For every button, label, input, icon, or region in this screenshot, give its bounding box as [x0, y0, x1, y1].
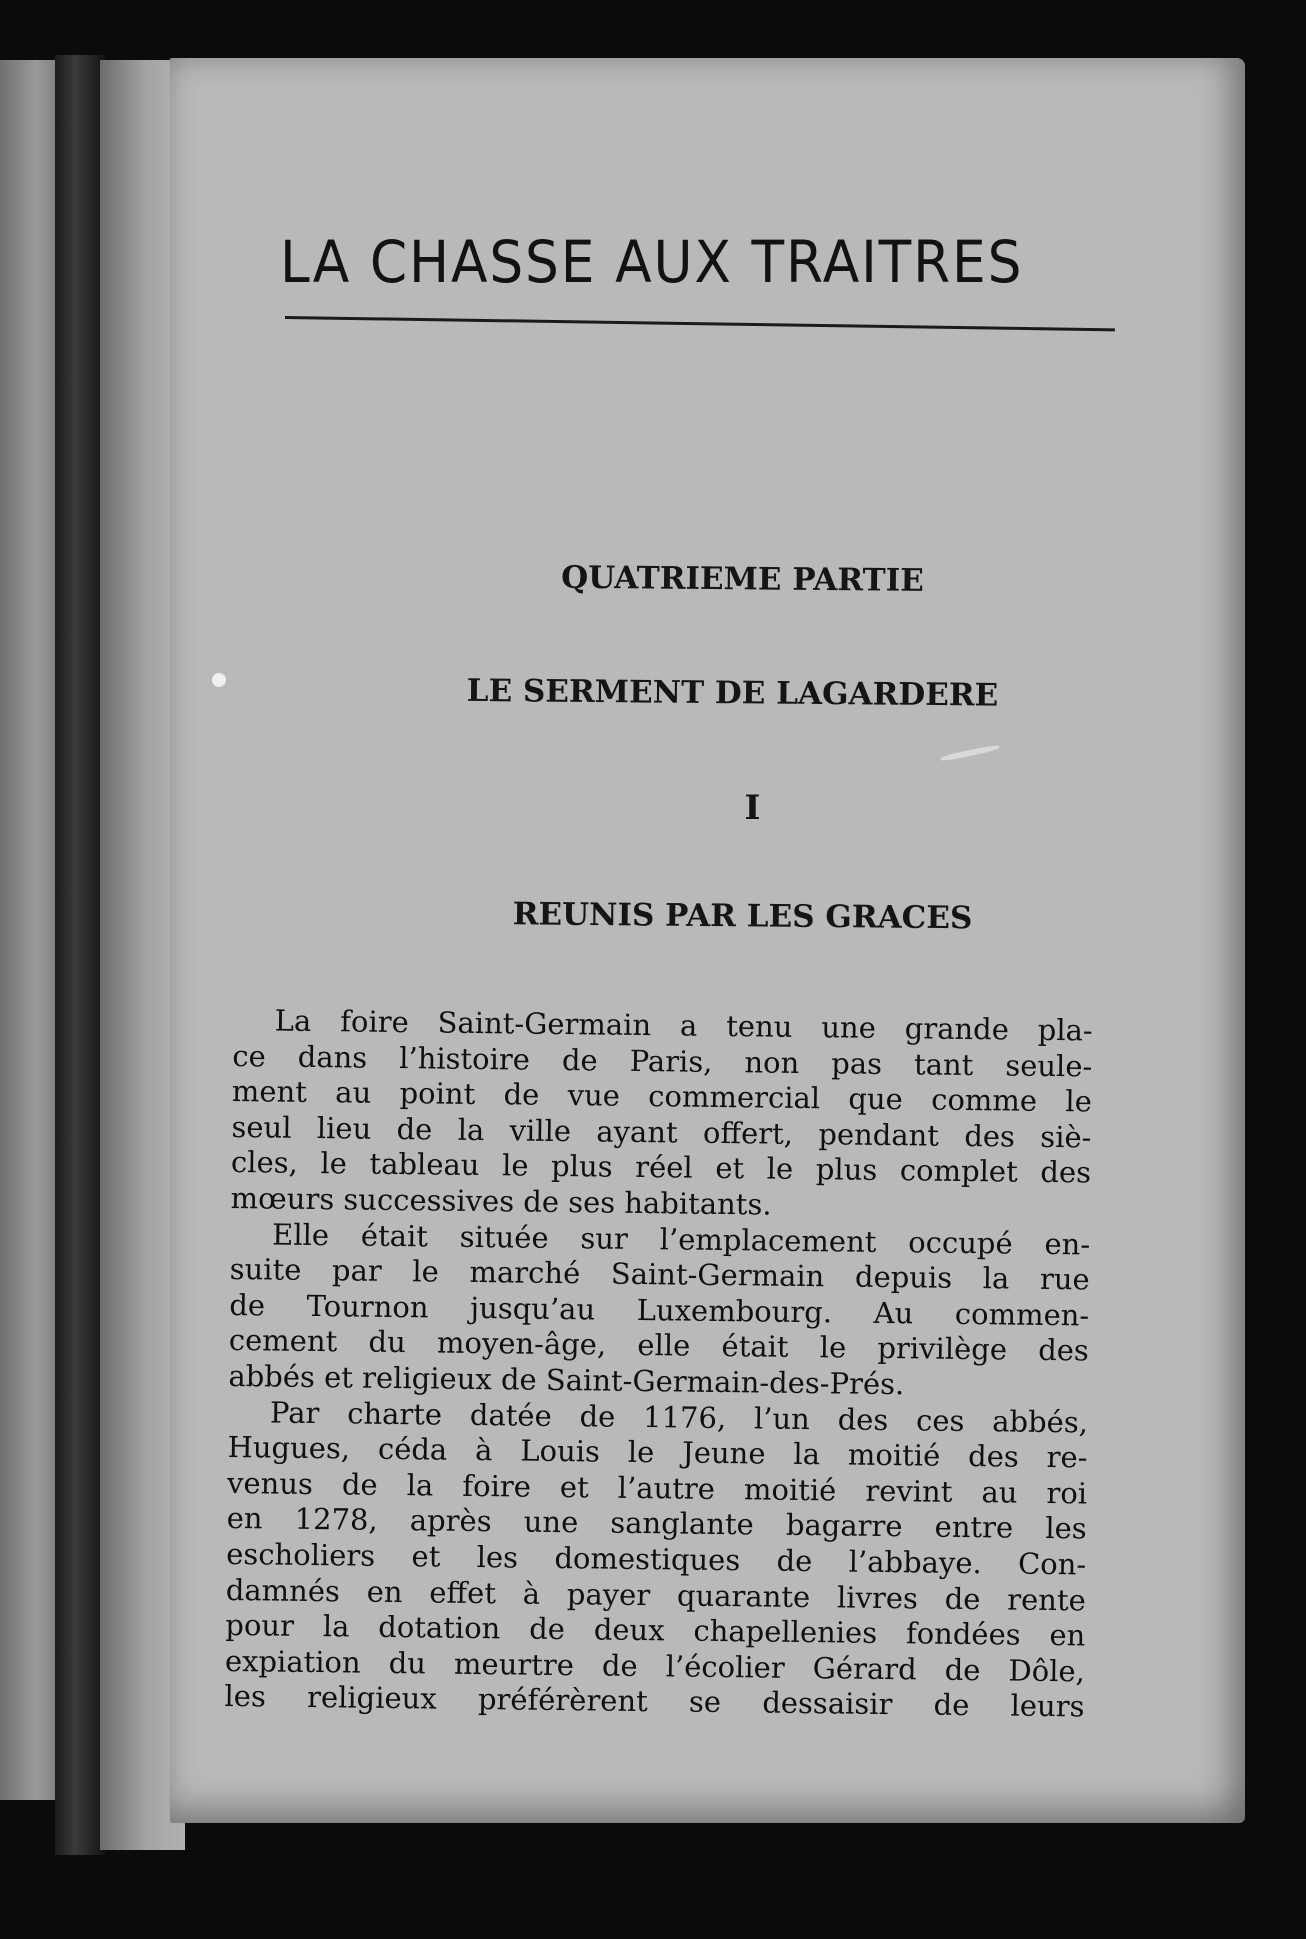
- text-line: Hugues, céda à Louis le Jeune la moitié des re-: [227, 1430, 1088, 1475]
- text-line: abbés et religieux de Saint-Germain-des-Prés.: [228, 1358, 905, 1402]
- chapter-number: I: [744, 788, 761, 828]
- text-line: de Tournon jusqu’au Luxembourg. Au commen-: [229, 1287, 1090, 1333]
- text-line: escholiers et les domestiques de l’abbaye. Con-: [226, 1536, 1087, 1582]
- running-title: LA CHASSE AUX TRAITRES: [280, 228, 1024, 296]
- text-line: expiation du meurtre de l’écolier Gérard de Dôle,: [224, 1643, 1086, 1689]
- part-title: QUATRIEME PARTIE: [561, 559, 924, 599]
- text-line: La foire Saint-Germain a tenu une grande pla-: [274, 1003, 1093, 1048]
- text-line: mœurs successives de ses habitants.: [230, 1180, 772, 1222]
- title-rule: [285, 316, 1115, 331]
- text-line: damnés en effet à payer quarante livres de rente: [225, 1572, 1086, 1617]
- text-line: cles, le tableau le plus réel et le plus complet des: [230, 1145, 1092, 1190]
- body-text: [224, 1003, 1093, 1725]
- text-line: ment au point de vue commercial que comme le: [231, 1074, 1093, 1119]
- text-line: les religieux préférèrent se dessaisir de leurs: [224, 1679, 1085, 1724]
- section-title: LE SERMENT DE LAGARDERE: [466, 672, 999, 714]
- text-line: seul lieu de la ville ayant offert, pendant des siè-: [231, 1109, 1092, 1155]
- text-line: suite par le marché Saint-Germain depuis la rue: [229, 1252, 1090, 1297]
- text-line: en 1278, après une sanglante bagarre entre les: [226, 1501, 1087, 1546]
- chapter-title: REUNIS PAR LES GRACES: [512, 896, 973, 937]
- text-line: pour la dotation de deux chapellenies fondées en: [225, 1608, 1086, 1653]
- text-line: cement du moyen-âge, elle était le privilège des: [228, 1323, 1090, 1368]
- text-line: ce dans l’histoire de Paris, non pas tant seule-: [232, 1038, 1093, 1084]
- scan-speck: [212, 673, 226, 687]
- text-line: venus de la foire et l’autre moitié revint au roi: [226, 1465, 1088, 1511]
- text-line: Elle était située sur l’emplacement occupé en-: [271, 1217, 1091, 1262]
- book-page: [170, 58, 1245, 1823]
- book-binding: [55, 55, 105, 1855]
- scan-speck: [940, 744, 1000, 762]
- text-line: Par charte datée de 1176, l’un des ces abbés,: [269, 1395, 1089, 1440]
- adjacent-page-edge: [0, 60, 60, 1800]
